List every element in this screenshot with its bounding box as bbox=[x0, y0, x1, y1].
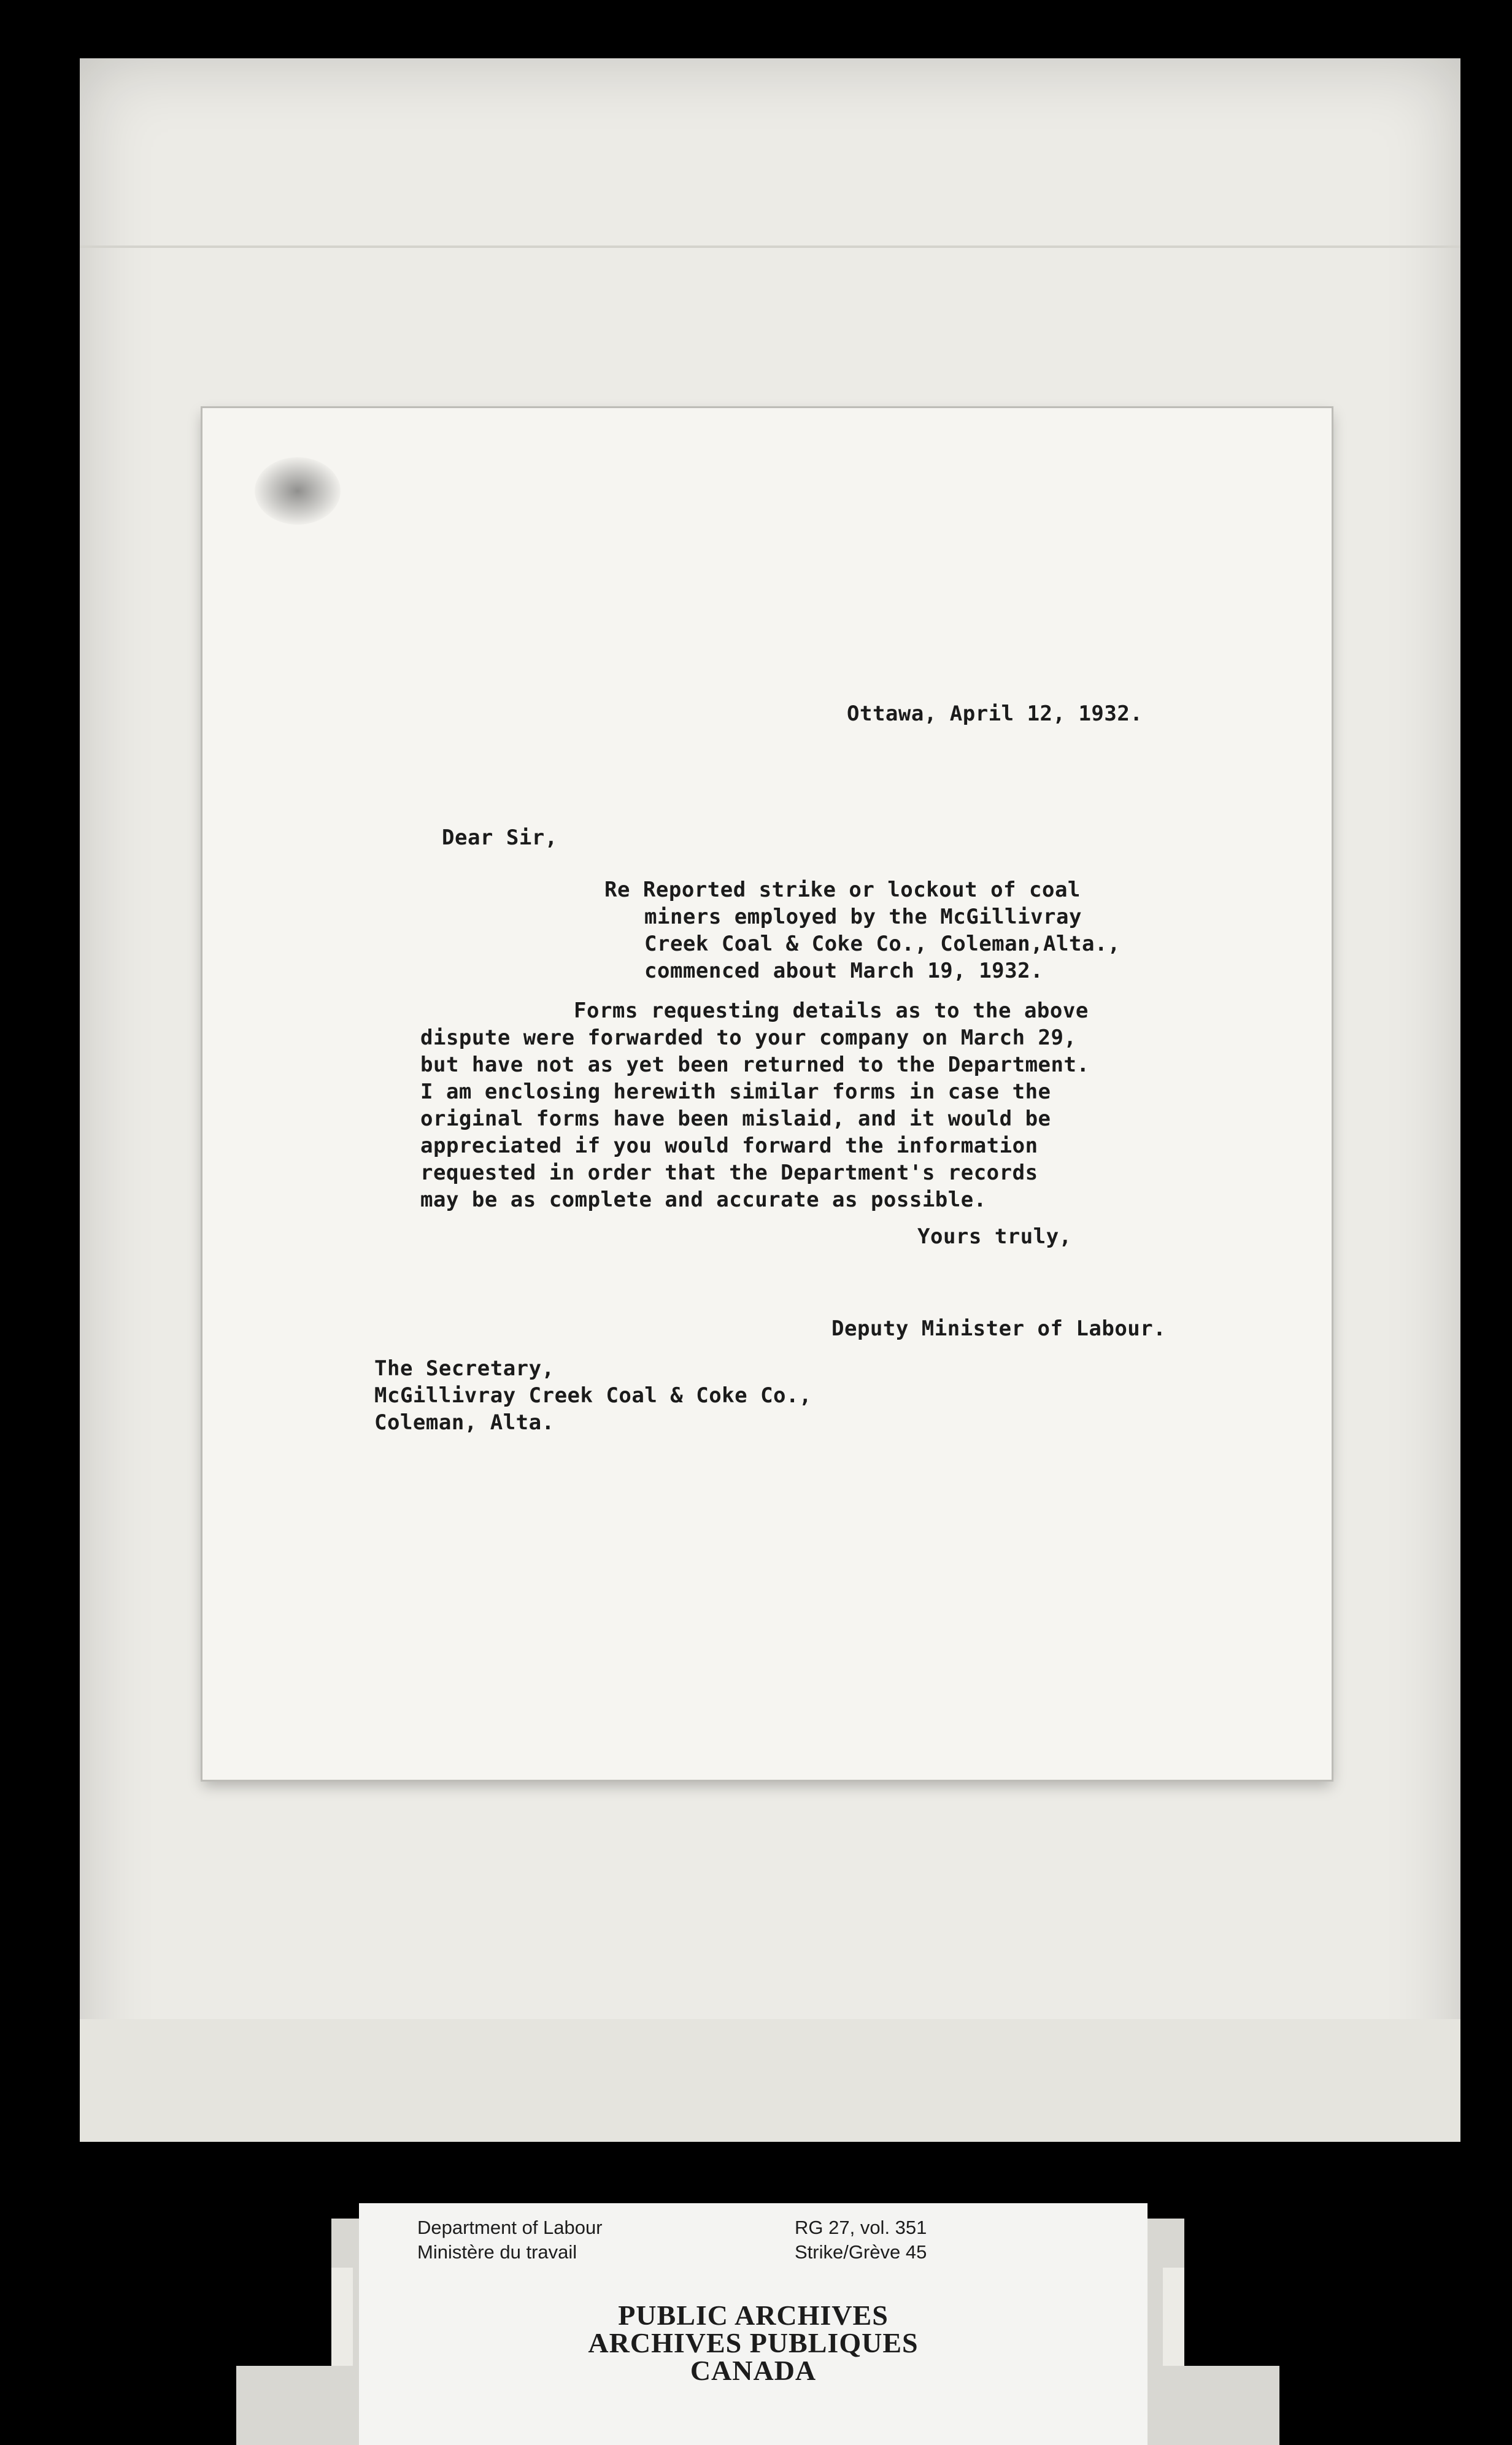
body-line-3: but have not as yet been returned to the Department. bbox=[420, 1053, 1090, 1077]
subject-line-3: Creek Coal & Coke Co., Coleman,Alta., bbox=[644, 932, 1120, 956]
body-line-4: I am enclosing herewith similar forms in case the bbox=[420, 1080, 1051, 1104]
subject-line-1: Re Reported strike or lockout of coal bbox=[604, 878, 1081, 902]
letter-sheet bbox=[202, 408, 1332, 1780]
body-line-2: dispute were forwarded to your company on March 29, bbox=[420, 1026, 1077, 1050]
dept-french: Ministère du travail bbox=[417, 2241, 577, 2263]
salutation: Dear Sir, bbox=[442, 825, 558, 850]
subject-line-2: miners employed by the McGillivray bbox=[644, 905, 1082, 929]
reference-group: RG 27, vol. 351 bbox=[795, 2217, 927, 2238]
holder-notch-left bbox=[236, 2219, 331, 2366]
holder-ear-right bbox=[1163, 2268, 1184, 2366]
addressee-line-3: Coleman, Alta. bbox=[374, 1410, 555, 1435]
ink-smudge bbox=[255, 457, 341, 525]
addressee-line-2: McGillivray Creek Coal & Coke Co., bbox=[374, 1383, 812, 1408]
dept-english: Department of Labour bbox=[417, 2217, 603, 2238]
body-line-8: may be as complete and accurate as possible. bbox=[420, 1188, 987, 1212]
closing: Yours truly, bbox=[917, 1224, 1072, 1249]
place-date: Ottawa, April 12, 1932. bbox=[847, 701, 1143, 726]
holder-notch-right bbox=[1184, 2219, 1279, 2366]
holder-ear-left bbox=[331, 2268, 353, 2366]
stamp-line-2: ARCHIVES PUBLIQUES bbox=[588, 2327, 919, 2358]
stamp-line-3: CANADA bbox=[690, 2355, 817, 2386]
subject-line-4: commenced about March 19, 1932. bbox=[644, 959, 1044, 983]
backing-bottom-tab bbox=[80, 2019, 1460, 2142]
body-line-5: original forms have been mislaid, and it would be bbox=[420, 1107, 1051, 1131]
body-line-1: Forms requesting details as to the above bbox=[574, 998, 1089, 1023]
backing-fold-line bbox=[80, 245, 1460, 248]
body-line-7: requested in order that the Department's records bbox=[420, 1161, 1038, 1185]
stamp-line-1: PUBLIC ARCHIVES bbox=[618, 2300, 889, 2331]
archive-label bbox=[359, 2203, 1148, 2445]
reference-file: Strike/Grève 45 bbox=[795, 2241, 927, 2263]
addressee-line-1: The Secretary, bbox=[374, 1356, 555, 1381]
signatory: Deputy Minister of Labour. bbox=[831, 1316, 1167, 1341]
body-line-6: appreciated if you would forward the information bbox=[420, 1134, 1038, 1158]
